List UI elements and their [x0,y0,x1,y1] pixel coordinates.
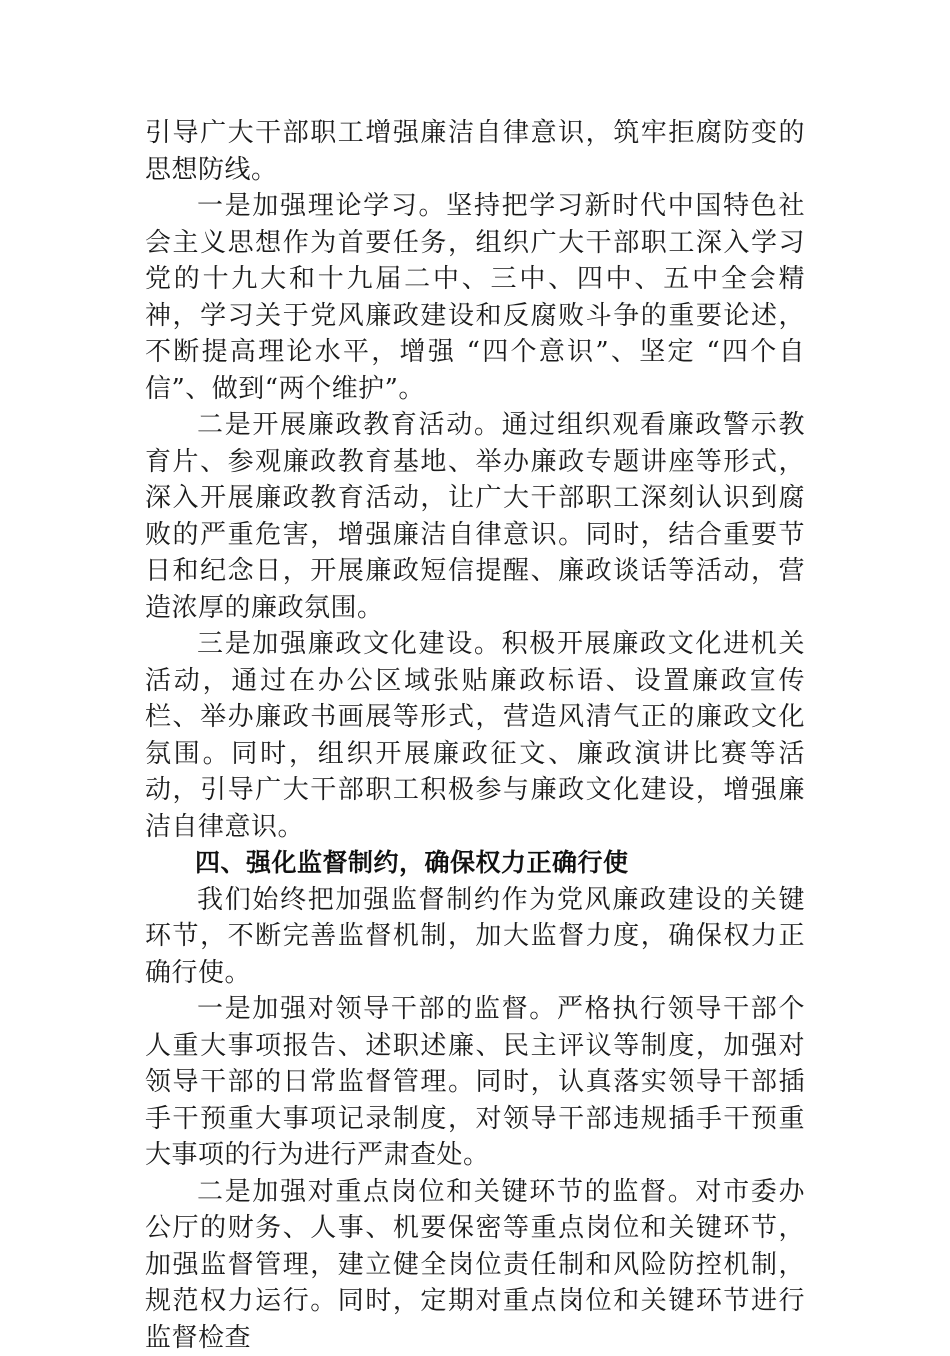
document-page [145,115,805,1356]
paragraph: 一是加强对领导干部的监督。严格执行领导干部个人重大事项报告、述职述廉、民主评议等制度，加强对领导干部的日常监督管理。同时，认真落实领导干部插手干预重大事项记录制度，对领导干部违规插手干预重大事项的行为进行严肃查处。 [145,991,805,1174]
paragraph: 我们始终把加强监督制约作为党风廉政建设的关键环节，不断完善监督机制，加大监督力度，确保权力正确行使。 [145,882,805,992]
paragraph: 三是加强廉政文化建设。积极开展廉政文化进机关活动，通过在办公区域张贴廉政标语、设置廉政宣传栏、举办廉政书画展等形式，营造风清气正的廉政文化氛围。同时，组织开展廉政征文、廉政演讲比赛等活动，引导广大干部职工积极参与廉政文化建设，增强廉洁自律意识。 [145,626,805,845]
paragraph: 二是加强对重点岗位和关键环节的监督。对市委办公厅的财务、人事、机要保密等重点岗位和关键环节，加强监督管理，建立健全岗位责任制和风险防控机制，规范权力运行。同时，定期对重点岗位和关键环节进行监督检查 [145,1174,805,1356]
paragraph: 二是开展廉政教育活动。通过组织观看廉政警示教育片、参观廉政教育基地、举办廉政专题讲座等形式，深入开展廉政教育活动，让广大干部职工深刻认识到腐败的严重危害，增强廉洁自律意识。同时，结合重要节日和纪念日，开展廉政短信提醒、廉政谈话等活动，营造浓厚的廉政氛围。 [145,407,805,626]
section-heading: 四、强化监督制约，确保权力正确行使 [145,845,805,882]
paragraph: 一是加强理论学习。坚持把学习新时代中国特色社会主义思想作为首要任务，组织广大干部职工深入学习党的十九大和十九届二中、三中、四中、五中全会精神，学习关于党风廉政建设和反腐败斗争的重要论述，不断提高理论水平，增强 “四个意识”、坚定 “四个自信”、做到“两个维护”。 [145,188,805,407]
paragraph: 引导广大干部职工增强廉洁自律意识，筑牢拒腐防变的思想防线。 [145,115,805,188]
